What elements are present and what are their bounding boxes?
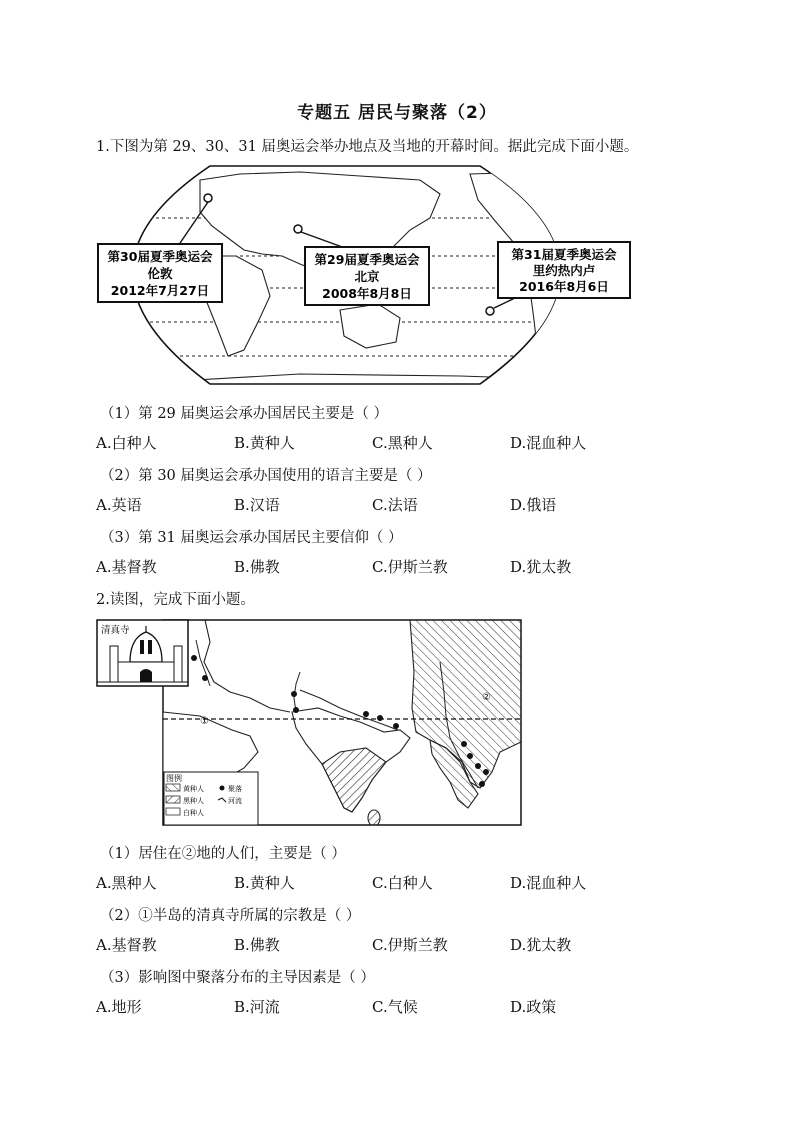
q2-sub2-stem: （2）①半岛的清真寺所属的宗教是（ ） [100,908,361,924]
q2-sub2-option-b[interactable]: B.佛教 [234,936,280,954]
beijing-callout [305,247,429,305]
legend-river: 河流 [228,797,242,805]
q2-sub1-stem: （1）居住在②地的人们，主要是（ ） [100,846,346,862]
q1-sub3-option-c[interactable]: C.伊斯兰教 [372,558,448,576]
q2-sub3-option-c[interactable]: C.气候 [372,998,418,1016]
q1-sub2-option-d[interactable]: D.俄语 [510,496,557,514]
q2-sub1-option-b[interactable]: B.黄种人 [234,874,295,892]
marker-1: ① [200,716,209,727]
q2-sub3-option-d[interactable]: D.政策 [510,998,557,1016]
q1-sub3-option-d[interactable]: D.犹太教 [510,558,572,576]
q2-sub3-option-a[interactable]: A.地形 [96,998,142,1016]
london-callout-line2: 伦敦 [147,266,173,281]
map-legend [164,772,258,825]
legend-yellow-race: 黄种人 [183,785,204,793]
london-callout-line1: 第30届夏季奥运会 [107,249,213,264]
q1-sub1-option-b[interactable]: B.黄种人 [234,434,295,452]
q2-sub2-option-a[interactable]: A.基督教 [96,936,157,954]
london-callout [98,244,222,302]
legend-black-race: 黑种人 [183,797,204,805]
mosque-inset [97,620,188,686]
page-title: 专题五 居民与聚落（2） [297,103,497,123]
q1-sub1-stem: （1）第 29 届奥运会承办国居民主要是（ ） [100,406,389,422]
q1-sub3-option-b[interactable]: B.佛教 [234,558,280,576]
beijing-callout-line3: 2008年8月8日 [322,286,412,301]
q2-sub2-option-c[interactable]: C.伊斯兰教 [372,936,448,954]
legend-white-race: 白种人 [183,809,204,817]
marker-2: ② [482,692,491,703]
q2-sub2-option-d[interactable]: D.犹太教 [510,936,572,954]
q1-sub3-stem: （3）第 31 届奥运会承办国居民主要信仰（ ） [100,530,403,546]
rio-callout-line1: 第31届夏季奥运会 [511,247,617,262]
q1-sub1-option-d[interactable]: D.混血种人 [510,434,587,452]
rio-callout-line3: 2016年8月6日 [519,279,609,294]
q1-sub1-option-a[interactable]: A.白种人 [96,434,157,452]
rio-callout [498,242,630,298]
world-map-figure [0,160,794,400]
q1-sub2-option-a[interactable]: A.英语 [96,496,142,514]
beijing-callout-line1: 第29届夏季奥运会 [314,252,420,267]
question-1-stem: 1.下图为第 29、30、31 届奥运会举办地点及当地的开幕时间。据此完成下面小题。 [96,139,639,155]
london-marker [204,194,212,202]
q1-sub3-option-a[interactable]: A.基督教 [96,558,157,576]
beijing-callout-line2: 北京 [354,269,380,284]
q1-sub2-option-c[interactable]: C.法语 [372,496,418,514]
q2-sub1-option-a[interactable]: A.黑种人 [96,874,157,892]
south-asia-map-figure [0,612,794,827]
q1-sub2-option-b[interactable]: B.汉语 [234,496,280,514]
q2-sub1-option-c[interactable]: C.白种人 [372,874,433,892]
q2-sub1-option-d[interactable]: D.混血种人 [510,874,587,892]
rio-marker [486,307,494,315]
legend-title: 图例 [166,774,182,783]
question-2-stem: 2.读图，完成下面小题。 [96,592,255,608]
q2-sub3-stem: （3）影响图中聚落分布的主导因素是（ ） [100,970,375,986]
legend-settlement: 聚落 [228,785,242,793]
q2-sub3-option-b[interactable]: B.河流 [234,998,280,1016]
rio-callout-line2: 里约热内卢 [532,263,596,278]
london-callout-line3: 2012年7月27日 [110,283,210,298]
q1-sub1-option-c[interactable]: C.黑种人 [372,434,433,452]
mosque-label: 清真寺 [101,625,130,636]
q1-sub2-stem: （2）第 30 届奥运会承办国使用的语言主要是（ ） [100,468,432,484]
beijing-marker [294,225,302,233]
